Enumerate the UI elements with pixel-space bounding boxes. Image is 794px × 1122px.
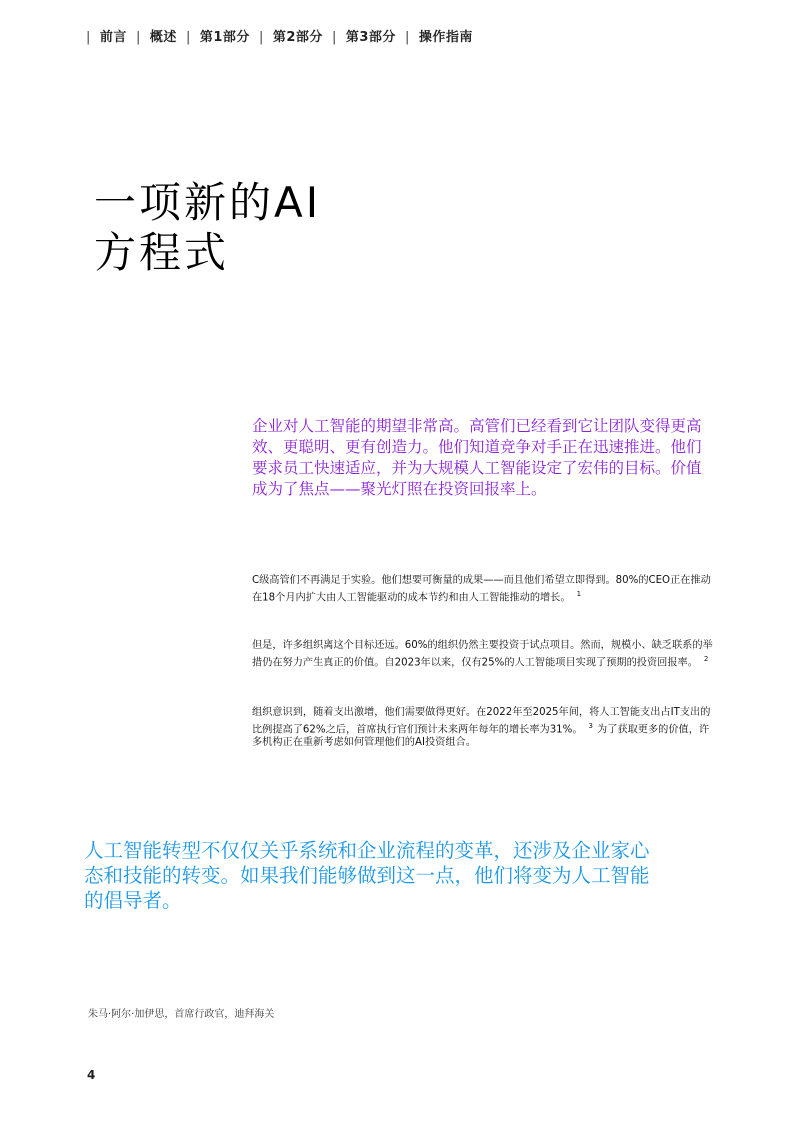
nav-item-part-1[interactable]: 第1部分 (199, 30, 250, 45)
quote-attribution: 朱马·阿尔·加伊思，首席行政官，迪拜海关 (88, 1009, 275, 1020)
nav-separator: | (331, 30, 337, 45)
pull-quote: 人工智能转型不仅仅关乎系统和企业流程的变革，还涉及企业家心态和技能的转变。如果我们能够做到这一点，他们将变为人工智能的倡导者。 (84, 839, 650, 912)
nav-item-part-2[interactable]: 第2部分 (272, 30, 323, 45)
page-number: 4 (87, 1068, 96, 1082)
body-paragraph-2 (252, 639, 714, 669)
section-nav (86, 26, 473, 45)
nav-item-overview[interactable]: 概述 (149, 30, 177, 45)
page-title-line-2: 方程式 (94, 228, 230, 277)
footnote-ref-2[interactable]: 2 (703, 654, 709, 663)
body-paragraph-3 (252, 706, 714, 750)
nav-item-preface[interactable]: 前言 (99, 30, 127, 45)
nav-item-guide[interactable]: 操作指南 (418, 30, 473, 45)
nav-separator: | (404, 30, 410, 45)
body-paragraph-3-text: 组织意识到，随着支出激增，他们需要做得更好。在2022年至2025年间，将人工智能支出占IT支出的比例提高了62%之后，首席执行官们预计未来两年每年的增长率为31%。 (252, 707, 711, 735)
intro-paragraph: 企业对人工智能的期望非常高。高管们已经看到它让团队变得更高效、更聪明、更有创造力。他们知道竞争对手正在迅速推进。他们要求员工快速适应，并为大规模人工智能设定了宏伟的目标。价值成为了焦点——聚光灯照在投资回报率上。 (252, 417, 702, 498)
nav-item-part-3[interactable]: 第3部分 (345, 30, 396, 45)
footnote-ref-3[interactable]: 3 (588, 721, 594, 730)
nav-separator: | (135, 30, 141, 45)
nav-separator: | (258, 30, 264, 45)
footnote-ref-1[interactable]: 1 (576, 589, 582, 598)
body-paragraph-1 (252, 574, 714, 604)
page-title (94, 178, 321, 278)
nav-separator: | (86, 30, 91, 45)
nav-separator: | (185, 30, 191, 45)
body-paragraph-3-tail: 为了获取更多的价值，许多机构正在重新考虑如何管理他们的AI投资组合。 (252, 723, 710, 749)
body-paragraph-1-text: C级高管们不再满足于实验。他们想要可衡量的成果——而且他们希望立即得到。80%的CEO正在推动在18个月内扩大由人工智能驱动的成本节约和由人工智能推动的增长。 (252, 575, 711, 603)
page-title-line-1: 一项新的AI (94, 178, 322, 227)
body-paragraph-2-text: 但是，许多组织离这个目标还远。60%的组织仍然主要投资于试点项目。然而，规模小、缺乏联系的举措仍在努力产生真正的价值。自2023年以来，仅有25%的人工智能项目实现了预期的投资回报率。 (252, 640, 713, 668)
